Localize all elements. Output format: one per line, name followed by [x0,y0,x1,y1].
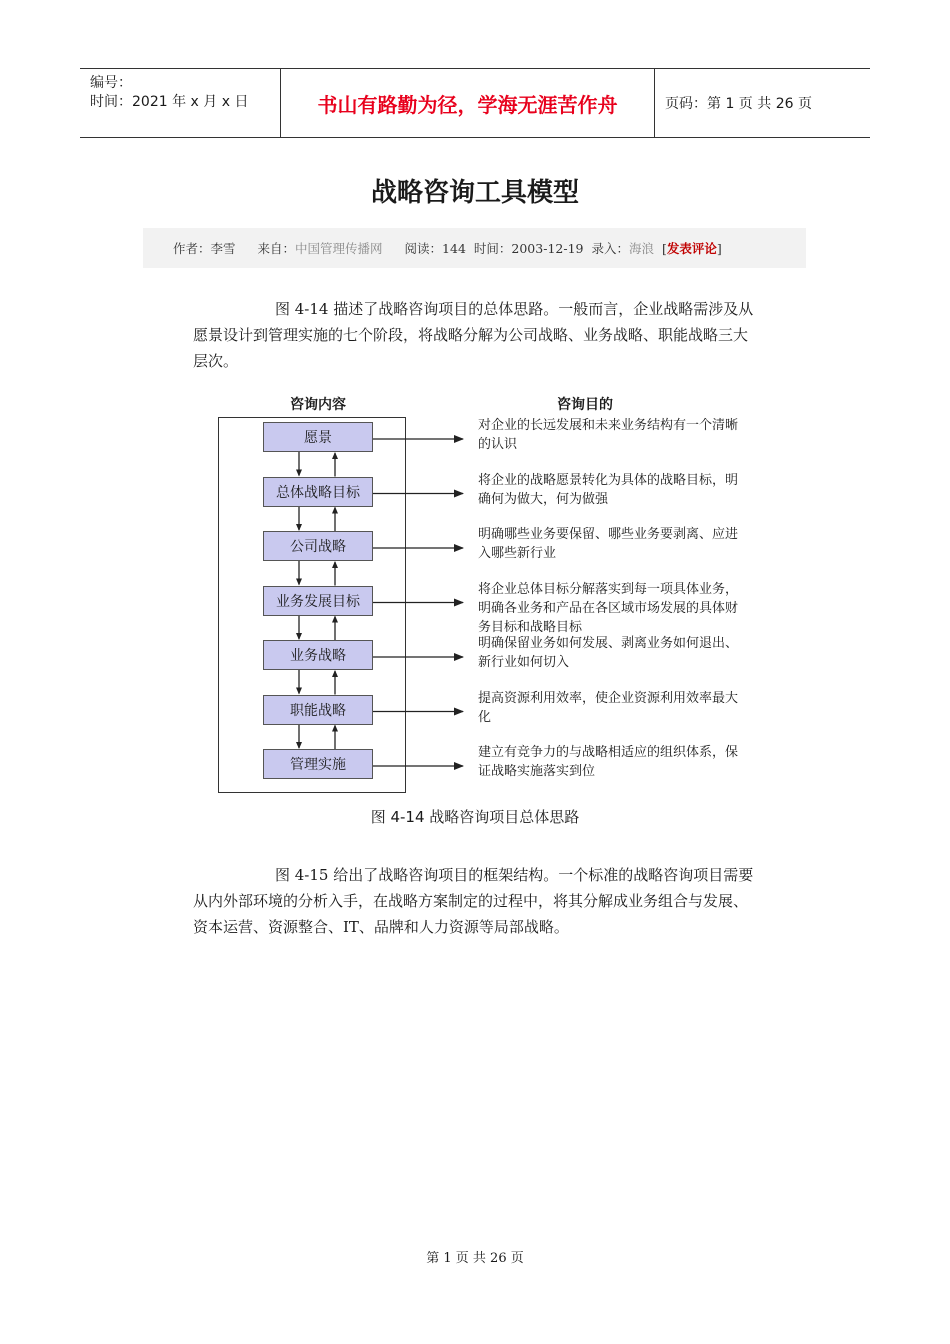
stage-description: 对企业的长远发展和未来业务结构有一个清晰的认识 [478,418,739,452]
stage-description: 建立有竞争力的与战略相适应的组织体系，保证战略实施落实到位 [478,745,739,779]
entry-label: 录入： [591,241,629,256]
header-table [80,68,870,138]
paragraph-2 [193,862,758,940]
page-title: 战略咨询工具模型 [370,178,579,208]
paragraph-1 [193,296,758,374]
author: 作者：李雪 [173,241,236,256]
header-page-info: 页码：第 1 页 共 26 页 [665,96,812,112]
strategy-flow-diagram [215,390,755,795]
stage-description: 明确哪些业务要保留、哪些业务要剥离、应进入哪些新行业 [478,527,739,561]
source-label: 来自： [257,241,296,256]
date-label: 时间：2021 年 x 月 x 日 [90,94,249,110]
reads: 阅读：144 [404,241,466,256]
stage-description: 提高资源利用效率，使企业资源利用效率最大化 [478,690,739,725]
diagram-caption: 图 4-14 战略咨询项目总体思路 [370,808,580,826]
post-comment-link[interactable]: 发表评论 [666,241,717,256]
stage-description: 将企业总体目标分解落实到每一项具体业务，明确各业务和产品在各区域市场发展的具体财务目标和战略目标 [478,581,739,635]
page-footer: 第 1 页 共 26 页 [426,1251,524,1266]
stage-box: 总体战略目标 [263,477,373,507]
number-label: 编号： [90,75,132,91]
comment-open: [ [662,240,667,256]
diagram-right-header: 咨询目的 [557,397,613,413]
stage-box: 愿景 [263,422,373,452]
stage-description: 明确保留业务如何发展、剥离业务如何退出、新行业如何切入 [478,636,739,670]
entry-name: 海浪 [629,241,655,256]
header-info-cell [80,69,281,137]
stage-box: 管理实施 [263,749,373,779]
stage-box: 业务发展目标 [263,586,373,616]
stage-box: 职能战略 [263,695,373,725]
article-meta-bar [143,228,806,268]
comment-close: ] [716,240,722,256]
stage-box: 业务战略 [263,640,373,670]
diagram-left-header: 咨询内容 [290,397,346,413]
paragraph-1-text: 图 4-14 描述了战略咨询项目的总体思路。一般而言，企业战略需涉及从愿景设计到管理实施的七个阶段，将战略分解为公司战略、业务战略、职能战略三大层次。 [193,300,754,370]
header-motto: 书山有路勤为径，学海无涯苦作舟 [281,69,655,137]
publish-time: 时间：2003-12-19 [473,241,584,256]
paragraph-2-text: 图 4-15 给出了战略咨询项目的框架结构。一个标准的战略咨询项目需要从内外部环境的分析入手，在战略方案制定的过程中，将其分解成业务组合与发展、资本运营、资源整合、IT、品牌和人力资源等局部战略。 [193,866,754,936]
stage-description: 将企业的战略愿景转化为具体的战略目标，明确何为做大，何为做强 [478,472,739,507]
source-link[interactable]: 中国管理传播网 [295,241,383,256]
stage-box: 公司战略 [263,531,373,561]
